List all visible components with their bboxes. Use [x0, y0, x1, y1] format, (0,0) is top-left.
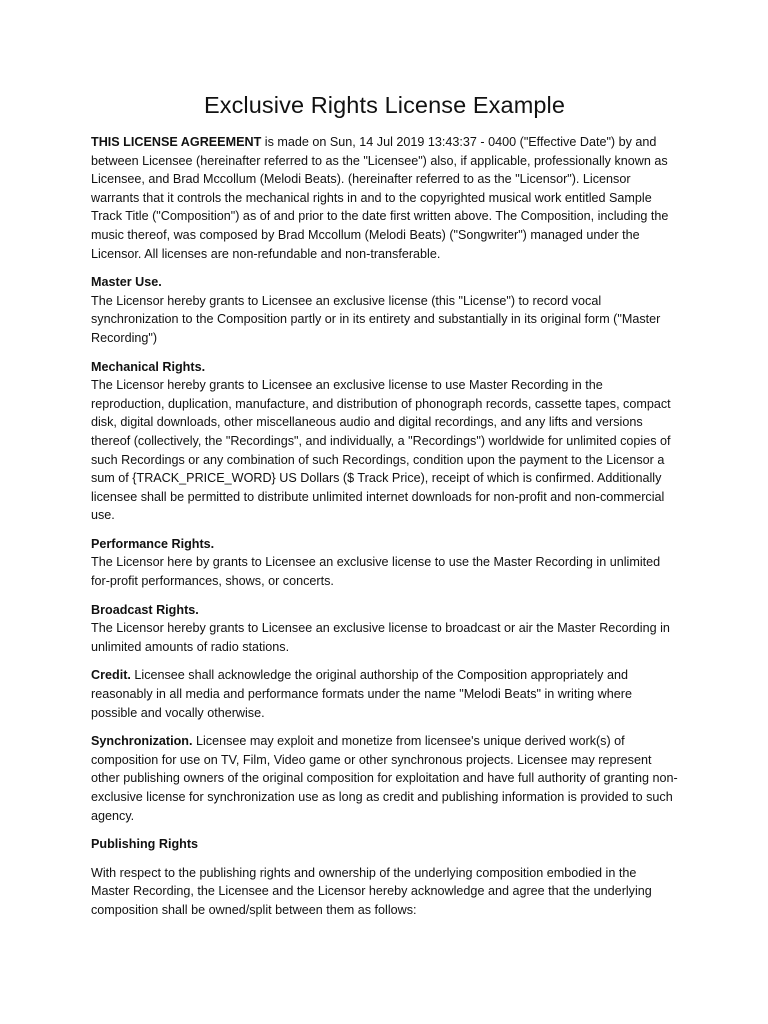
credit-text: Licensee shall acknowledge the original authorship of the Composition appropriately and reasonably in all media and performance formats under the name "Melodi Beats" in writing where possible and vocally otherwise. [91, 668, 632, 720]
publishing-rights-heading: Publishing Rights [91, 837, 199, 852]
synchronization-text: Licensee may exploit and monetize from licensee's unique derived work(s) of composition for use on TV, Film, Video game or other synchronous projects. Licensee may represent other publishing owners of the original composition for exploitation and have full authority of granting non-exclusive license for synchronization use as long as credit and publishing information is provided to such agency. [91, 734, 678, 823]
master-use-text: The Licensor hereby grants to Licensee an exclusive license (this "License") to record vocal synchronization to the Composition partly or in its entirety and substantially in its original form ("Master Recording") [91, 293, 661, 345]
performance-rights-text: The Licensor here by grants to Licensee an exclusive license to use the Master Recording in unlimited for-profit performances, shows, or concerts. [91, 555, 661, 589]
master-use-heading: Master Use. [91, 275, 162, 290]
broadcast-rights-text: The Licensor hereby grants to Licensee an exclusive license to broadcast or air the Master Recording in unlimited amounts of radio stations. [91, 621, 670, 654]
intro-paragraph [91, 133, 678, 263]
credit-lead: Credit. [91, 668, 131, 683]
performance-rights-section [91, 535, 678, 591]
publishing-rights-text: With respect to the publishing rights and ownership of the underlying composition embodied in the Master Recording, the Licensee and the Licensor hereby acknowledge and agree that the underlying composition shall be owned/split between them as follows: [91, 865, 652, 917]
synchronization-lead: Synchronization. [91, 734, 193, 749]
mechanical-rights-section [91, 358, 678, 525]
broadcast-rights-heading: Broadcast Rights. [91, 602, 199, 617]
document-title: Exclusive Rights License Example [203, 92, 566, 118]
mechanical-rights-heading: Mechanical Rights. [91, 359, 206, 374]
mechanical-rights-text: The Licensor hereby grants to Licensee an exclusive license to use Master Recording in the reproduction, duplication, manufacture, and distribution of phonograph records, cassette tapes, compact disk, digital downloads, other miscellaneous audio and digital recordings, and any lifts and versions thereof (collectively, the "Recordings", and individually, a "Recordings") worldwide for unlimited copies of such Recordings or any combination of such Recordings, condition upon the payment to the Licensor a sum of {TRACK_PRICE_WORD} US Dollars ($ Track Price), receipt of which is confirmed. Additionally licensee shall be permitted to distribute unlimited internet downloads for non-profit and non-commercial use. [91, 378, 671, 523]
intro-lead: THIS LICENSE AGREEMENT [91, 135, 262, 149]
synchronization-paragraph [91, 732, 678, 825]
master-use-section [91, 273, 678, 347]
credit-paragraph [91, 666, 678, 722]
intro-text: is made on Sun, 14 Jul 2019 13:43:37 - 0400 ("Effective Date") by and between Licensee (hereinafter referred to as the "Licensee") also, if applicable, professionally known as Licensee, and Brad Mccollum (Melodi Beats). (hereinafter referred to as the "Licensor"). Licensor warrants that it controls the mechanical rights in and to the copyrighted musical work entitled Sample Track Title ("Composition") as of and prior to the date first written above. The Composition, including the music thereof, was composed by Brad Mccollum (Melodi Beats) ("Songwriter") managed under the Licensor. All licenses are non-refundable and non-transferable. [91, 135, 669, 261]
broadcast-rights-section [91, 601, 678, 657]
performance-rights-heading: Performance Rights. [91, 536, 215, 551]
